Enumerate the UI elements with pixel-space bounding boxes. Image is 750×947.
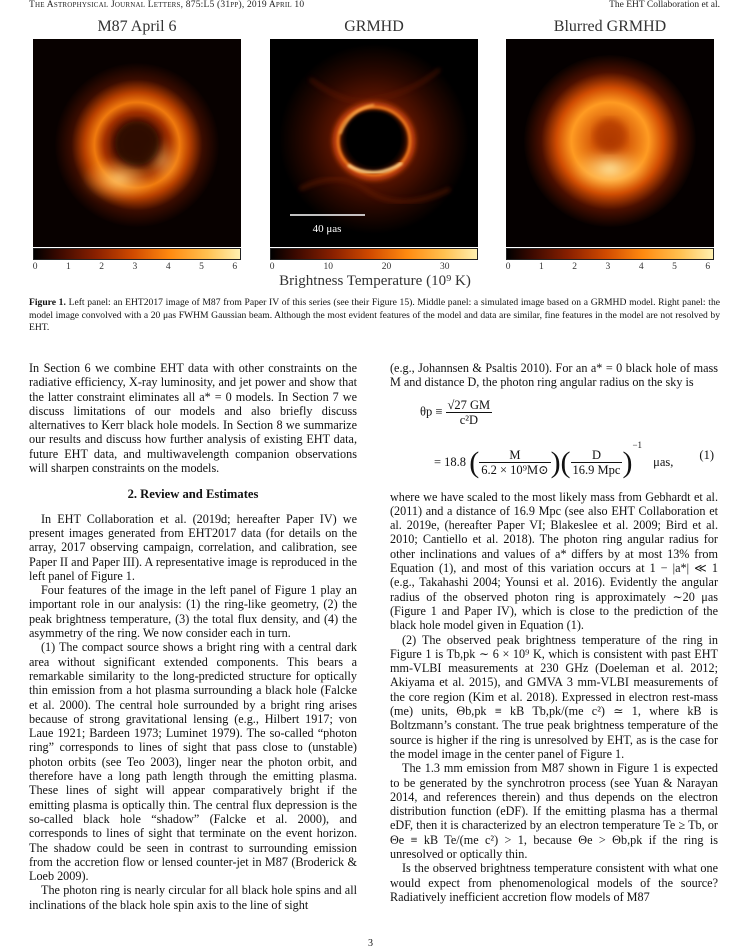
grmhd-image bbox=[270, 39, 478, 247]
equation-fraction bbox=[479, 448, 550, 478]
tick-label: 30 bbox=[439, 262, 450, 272]
tick-label: 5 bbox=[199, 262, 204, 272]
tick-label: 4 bbox=[165, 262, 171, 272]
colorbar-axis-label: Brightness Temperature (10⁹ K) bbox=[279, 273, 471, 289]
body-paragraph: where we have scaled to the most likely mass from Gebhardt et al. (2011) and a distance of 16.9 Mpc (see also EHT Collaboration et al. 2019e, (hereafter Paper VI; Blakeslee et al. 2009; Bird et al. 2010; Cantiello et al. 2018). The photon ring angular radius for other inclinations and values of a* differs by at most 13% from Equation (1), and most of this variation occurs at 1 − |a*| ≪ 1 (e.g., Takahashi 2004; Younsi et al. 2016). Evidently the angular radius of the observed photon ring is approximately ∼20 μas (Figure 1 and Paper IV), which is close to the prediction of the black hole model given in Equation (1). bbox=[390, 489, 718, 633]
colorbar-blurred bbox=[506, 248, 714, 260]
body-paragraph: Four features of the image in the left panel of Figure 1 play an important role in our analysis: (1) the ring-like geometry, (2) the peak brightness temperature, (3) the total flux density, and (4) the asymmetry of the ring. We now consider each in turn. bbox=[29, 583, 357, 641]
tick-label: 6 bbox=[232, 262, 238, 272]
tick-label: 6 bbox=[705, 262, 711, 272]
right-column bbox=[390, 361, 718, 904]
fraction-denominator: 16.9 Mpc bbox=[572, 463, 621, 478]
fraction-numerator: D bbox=[571, 448, 623, 463]
tick-label: 5 bbox=[672, 262, 677, 272]
equation-fraction bbox=[571, 448, 623, 478]
equation-fraction bbox=[446, 398, 493, 428]
body-paragraph: In EHT Collaboration et al. (2019d; hereafter Paper IV) we present images generated from EHT2017 data (for details on the array, 2017 observing campaign, correlation, and calibration, see Paper II and Paper III). A representative image is reproduced in the left panel of Figure 1. bbox=[29, 511, 357, 583]
m87-image bbox=[33, 39, 241, 247]
body-paragraph: (2) The observed peak brightness temperature of the ring in Figure 1 is Tb,pk ∼ 6 × 10⁹ K, which is consistent with past EHT mm-VLBI measurements at 230 GHz (Doeleman et al. 2012; Akiyama et al. 2015), and GMVA 3 mm-VLBI measurements of the core region (Kim et al. 2018). Expressed in electron rest-mass (me) units, Θb,pk ≡ kB Tb,pk/(me c²) ≃ 1, where kB is Boltzmann’s constant. The true peak brightness temperature of the source is higher if the ring is unresolved by EHT, as is the case for the model image in the center panel of Figure 1. bbox=[390, 632, 718, 761]
panel-title-m87: M87 April 6 bbox=[97, 18, 177, 35]
tick-label: 20 bbox=[381, 262, 392, 272]
tick-label: 3 bbox=[605, 262, 611, 272]
tick-label: 3 bbox=[132, 262, 138, 272]
caption-label: Figure 1. bbox=[29, 297, 66, 308]
tick-label: 0 bbox=[32, 262, 38, 272]
colorbar-m87 bbox=[33, 248, 241, 260]
page-number: 3 bbox=[368, 938, 373, 947]
equation-prefix: = 18.8 bbox=[434, 454, 467, 469]
blurred-grmhd-image bbox=[506, 39, 714, 247]
colorbar-grmhd bbox=[270, 248, 478, 260]
intro-paragraph: (e.g., Johannsen & Psaltis 2010). For an a* = 0 black hole of mass M and distance D, the photon ring angular radius on the sky is bbox=[390, 361, 718, 390]
tick-label: 2 bbox=[99, 262, 104, 272]
equation-lhs: θp ≡ bbox=[420, 404, 443, 419]
tick-label: 0 bbox=[505, 262, 511, 272]
tick-label: 0 bbox=[269, 262, 275, 272]
equation-1: θp ≡ $\frac{√27 GM}{\text{c²D}}$ = 18.8 ( $\frac{M}{\text{6.2 × 10⁹M⊙}}$ )( $\frac{D}{\text{16.9 Mpc}}$ )$^{-1}$ μas, (1) bbox=[420, 397, 714, 479]
figure-caption bbox=[29, 297, 720, 335]
tick-label: 1 bbox=[65, 262, 71, 272]
body-paragraph: The 1.3 mm emission from M87 shown in Figure 1 is expected to be generated by the synchrotron process (see Yuan & Narayan 2014, and references therein) and thus depends on the electron distribution function (eDF). If the emitting plasma has a thermal eDF, then it is characterized by an electron temperature Te ≥ Tb, or Θe ≡ kB Te/(me c²) > 1, because Θe > Θb,pk if the ring is unresolved or optically thin. bbox=[390, 761, 718, 862]
tick-label: 10 bbox=[323, 262, 333, 272]
equation-unit: μas, bbox=[653, 454, 674, 469]
body-paragraph: Is the observed brightness temperature consistent with what one would expect from phenomenological models of the source? Radiatively inefficient accretion flow models of M87 bbox=[390, 861, 718, 904]
scale-bar-label: 40 μas bbox=[312, 223, 342, 235]
body-paragraph: (1) The compact source shows a bright ring with a central dark area without significant extended components. This bears a remarkable similarity to the long-predicted structure for optically thin emission from a hot plasma surrounding a black hole (Falcke et al. 2000). The central hole surrounded by a bright ring arises because of strong gravitational lensing (e.g., Hilbert 1917; von Laue 1921; Bardeen 1973; Luminet 1979). The so-called “photon ring” corresponds to lines of sight that pass close to (unstable) photon orbits (see Teo 2003), linger near the photon orbit, and therefore have a long path length through the emitting plasma. These lines of sight will appear comparatively bright if the emitting plasma is optically thin. The central flux depression is the so-called black hole “shadow” (Falcke et al. 2000), and corresponds to lines of sight that terminate on the event horizon. The shadow could be seen in contrast to surrounding emission from the accretion flow or lensed counter-jet in M87 (Broderick & Loeb 2009). bbox=[29, 640, 357, 884]
equation-exponent: −1 bbox=[632, 439, 643, 450]
fraction-numerator: √27 GM bbox=[447, 397, 491, 412]
body-paragraph: The photon ring is nearly circular for all black hole spins and all inclinations of the black hole spin axis to the line of sight bbox=[29, 883, 357, 912]
section-title: 2. Review and Estimates bbox=[127, 487, 259, 502]
intro-paragraph: In Section 6 we combine EHT data with other constraints on the radiative efficiency, X-ray luminosity, and jet power and show that the latter constraint eliminates all a* = 0 models. In Section 7 we discuss limitations of our models and also briefly discuss alternatives to Kerr black hole models. In Section 8 we summarize our results and discuss how further analysis of existing EHT data, future EHT data, and multiwavelength companion observations will sharpen constraints on the models. bbox=[29, 361, 357, 476]
tick-label: 4 bbox=[638, 262, 644, 272]
equation-number: (1) bbox=[699, 447, 714, 462]
tick-label: 2 bbox=[572, 262, 577, 272]
fraction-denominator: c²D bbox=[459, 412, 479, 427]
authors-header: The EHT Collaboration et al. bbox=[609, 0, 720, 10]
tick-label: 1 bbox=[538, 262, 544, 272]
fraction-numerator: M bbox=[479, 448, 550, 463]
fraction-denominator: 6.2 × 10⁹M⊙ bbox=[481, 463, 549, 478]
caption-text: Left panel: an EHT2017 image of M87 from Paper IV of this series (see their Figure 15). Middle panel: a simulated image based on a GRMHD model. Right panel: the model image convolved with a 20 μas FWHM Gaussian beam. Although the most evident features of the model and data are similar, fine features in the model are not resolved by EHT. bbox=[29, 297, 720, 334]
left-column bbox=[29, 361, 357, 912]
journal-header: The Astrophysical Journal Letters, 875:L5 (31pp), 2019 April 10 bbox=[29, 0, 305, 10]
panel-title-grmhd: GRMHD bbox=[344, 18, 404, 35]
panel-title-blurred: Blurred GRMHD bbox=[553, 18, 667, 35]
